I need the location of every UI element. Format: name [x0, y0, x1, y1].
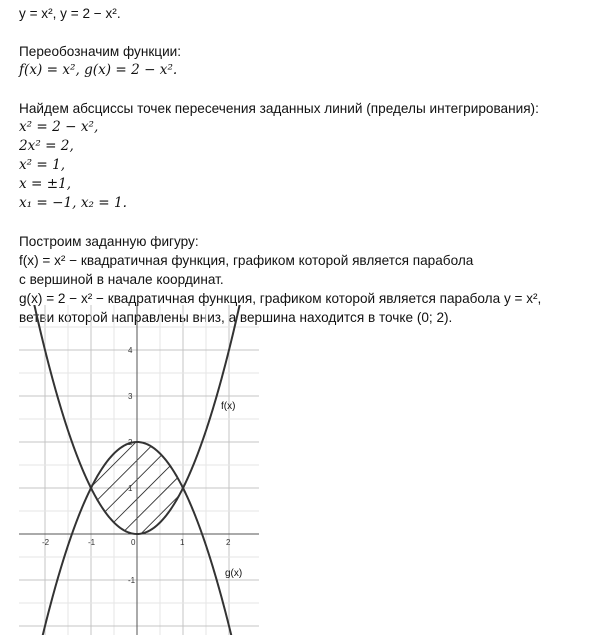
y-tick-label: 4	[128, 346, 133, 355]
equation-step-1: x² = 2 − x²,	[19, 119, 99, 135]
series-label-f: f(x)	[221, 401, 236, 412]
build-heading: Построим заданную фигуру:	[19, 234, 199, 249]
f-vertex: с вершиной в начале координат.	[19, 272, 224, 287]
series-label-g: g(x)	[225, 568, 243, 579]
roots: x₁ = −1, x₂ = 1.	[19, 195, 127, 211]
x-tick-label: 1	[180, 538, 185, 547]
g-branches: ветви которой направлены вниз, а вершина находится в точке (0; 2).	[19, 310, 453, 325]
equation-step-4: x = ±1,	[19, 176, 72, 192]
x-tick-label: 0	[131, 538, 136, 547]
y-tick-label: 3	[128, 392, 133, 401]
x-tick-label: -1	[88, 538, 96, 547]
solution-text	[19, 4, 594, 327]
equation-step-2: 2x² = 2,	[19, 138, 74, 154]
x-tick-label: 2	[226, 538, 231, 547]
y-tick-label: 2	[128, 438, 133, 447]
curve-g	[19, 442, 257, 635]
y-tick-label: -1	[128, 576, 136, 585]
parabola-graph	[19, 305, 259, 635]
rename-heading: Переобозначим функции:	[19, 44, 182, 59]
x-tick-label: -2	[42, 538, 50, 547]
hatch-line	[125, 478, 177, 530]
renamed-functions: f(x) = x², g(x) = 2 − x².	[19, 62, 178, 78]
hatch-line	[97, 447, 150, 500]
given-functions: y = x², y = 2 − x².	[19, 6, 121, 21]
equation-step-3: x² = 1,	[19, 157, 66, 173]
g-description: g(x) = 2 − x² − квадратичная функция, графиком которой является парабола y = x²,	[19, 291, 542, 306]
y-tick-label: 1	[128, 484, 133, 493]
curves	[19, 305, 257, 635]
f-description: f(x) = x² − квадратичная функция, графиком которой является парабола	[19, 253, 474, 268]
intersection-heading: Найдем абсциссы точек пересечения заданных линий (пределы интегрирования):	[19, 101, 539, 116]
